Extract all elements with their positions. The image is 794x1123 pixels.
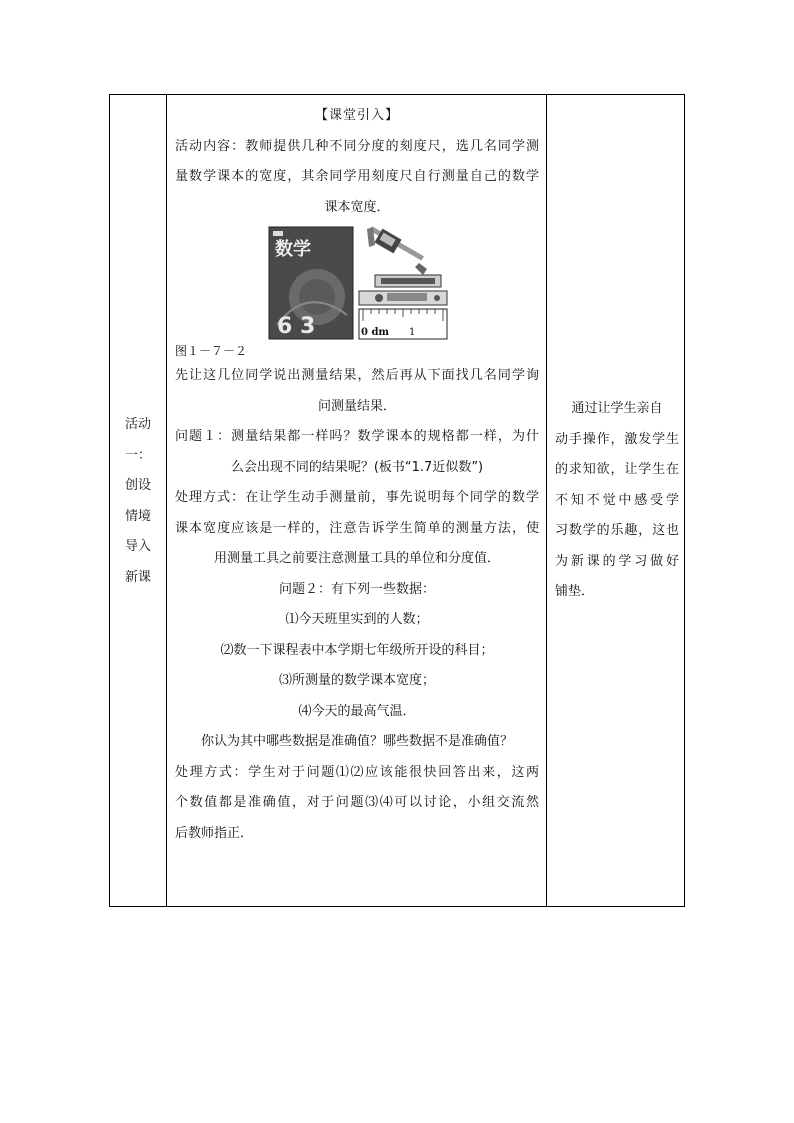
purpose-line: 动手操作，激发学生	[555, 431, 679, 447]
dm-ruler-image	[359, 309, 447, 339]
stage-line: 导入	[124, 539, 151, 554]
stage-line: 情境	[124, 508, 151, 524]
text-line: 后教师指正．	[175, 825, 254, 841]
stage-line: 一：	[124, 447, 151, 463]
text-line: 课本宽度．	[324, 199, 390, 215]
stage-line: 创设	[124, 478, 151, 493]
text-line: 先让这几位同学说出测量结果，然后再从下面找几名同学询	[175, 368, 539, 383]
svg-text:6 3: 6 3	[277, 314, 316, 339]
question-item: ⑴今天班里实到的人数；	[285, 612, 429, 627]
text-line: 问测量结果．	[317, 398, 396, 414]
purpose-line: 不知不觉中感受学	[555, 492, 679, 508]
purpose-line: 通过让学生亲自	[571, 401, 663, 416]
svg-text:数学: 数学	[275, 239, 311, 260]
purpose-column	[547, 95, 685, 906]
section-heading: 【课堂引入】	[314, 108, 399, 123]
text-line: 处理方式：在让学生动手测量前，事先说明每个同学的数学	[175, 490, 539, 505]
figure-caption: 图１－７－２	[175, 344, 248, 358]
purpose-line: 习数学的乐趣，这也	[555, 523, 679, 538]
activity-column	[167, 95, 546, 906]
text-line: 课本宽度应该是一样的，注意告诉学生简单的测量方法，使	[175, 520, 539, 536]
question-item: ⑷今天的最高气温．	[298, 703, 416, 719]
purpose-line: 为新课的学习做好	[555, 553, 679, 569]
stage-line: 活动	[124, 417, 151, 432]
text-line: 活动内容：教师提供几种不同分度的刻度尺，选几名同学测	[175, 138, 539, 154]
cartoon-ruler-image	[359, 291, 447, 305]
stage-column	[110, 95, 166, 906]
caliper-image	[367, 226, 427, 275]
svg-text:0 dm: 0 dm	[361, 327, 390, 338]
small-ruler-image	[375, 275, 441, 287]
textbook-image	[269, 227, 353, 339]
text-line: 么会出现不同的结果呢？(板书“1.7近似数”)	[230, 459, 484, 475]
question-item: ⑵数一下课程表中本学期七年级所开设的科目；	[220, 642, 494, 658]
stage-label	[110, 410, 166, 593]
text-line: 量数学课本的宽度，其余同学用刻度尺自行测量自己的数学	[175, 169, 539, 184]
question-item: ⑶所测量的数学课本宽度；	[278, 673, 435, 688]
text-line: 处理方式：学生对于问题⑴⑵应该能很快回答出来，这两	[175, 764, 539, 780]
svg-text:1: 1	[409, 327, 416, 338]
lesson-table	[109, 94, 685, 907]
question-heading: 问题２：有下列一些数据：	[278, 581, 435, 597]
stage-line: 新课	[124, 569, 151, 585]
purpose-line: 的求知欲，让学生在	[555, 462, 679, 477]
purpose-line: 铺垫．	[555, 584, 595, 599]
text-line: 用测量工具之前要注意测量工具的单位和分度值．	[213, 551, 500, 566]
text-line: 问题１：测量结果都一样吗？数学课本的规格都一样，为什	[175, 429, 539, 444]
measuring-figure	[175, 225, 539, 341]
figure-image	[267, 225, 449, 341]
text-line: 你认为其中哪些数据是准确值？哪些数据不是准确值？	[200, 734, 513, 749]
text-line: 个数值都是准确值，对于问题⑶⑷可以讨论，小组交流然	[175, 795, 539, 810]
